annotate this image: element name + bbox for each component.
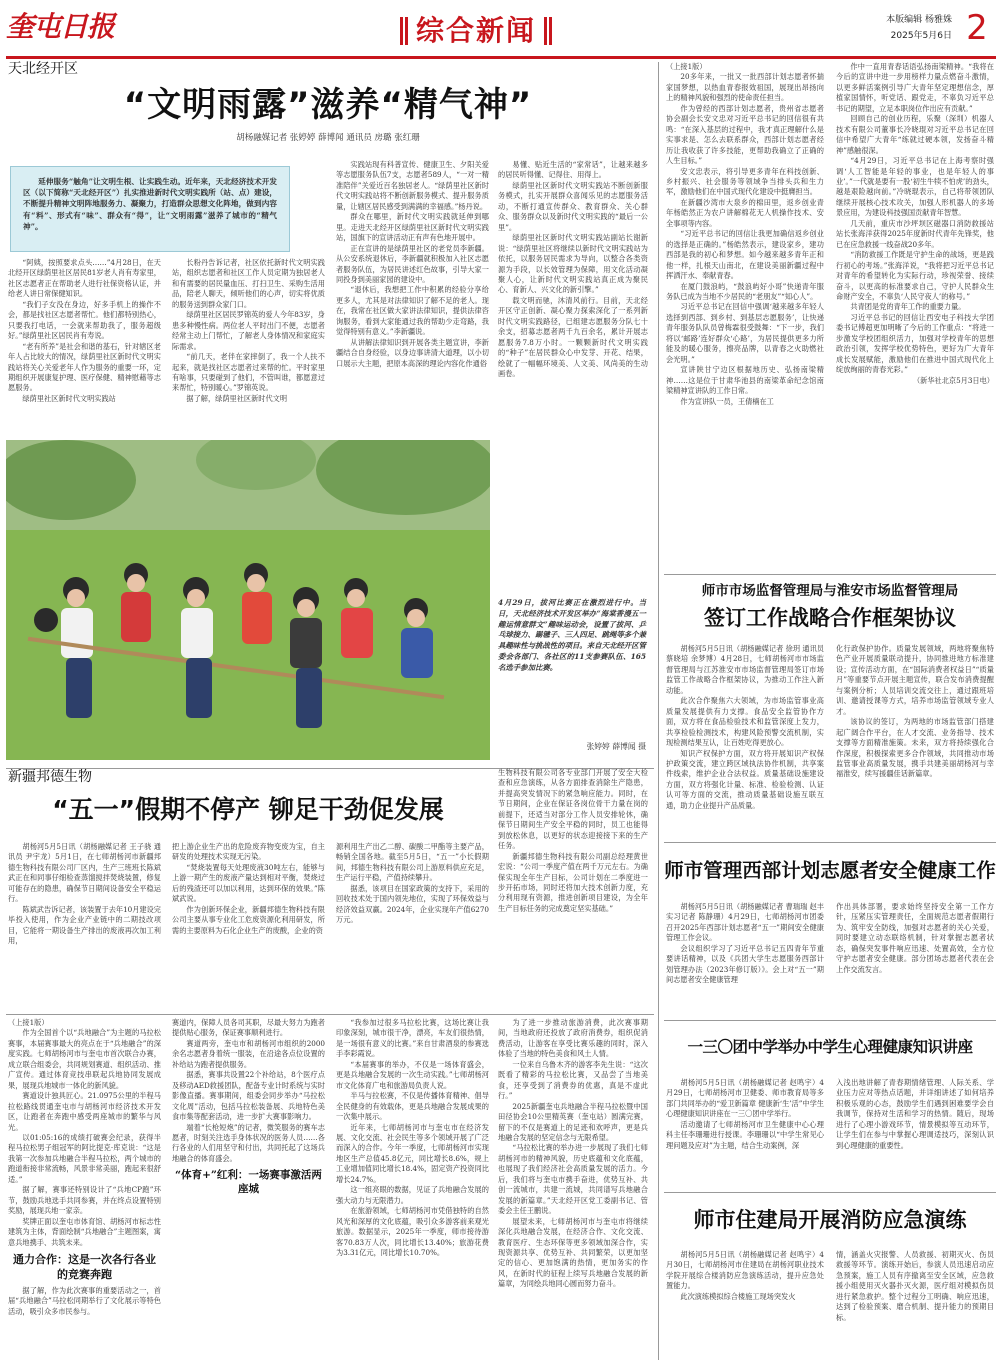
- editor-credit: 本版编辑 杨雅姝: [886, 15, 952, 25]
- a5-col-1: （上接1版） 作为全国首个以“兵地融合”为主题的马拉松赛事，本届赛事最大的亮点在于“兵地融合”的深度实践。七师胡杨河市与奎屯市首次联合办赛，成立联合组委会，共同规划赛道、组织活动、推广宣传。通过体育竞技串联起兵地协同发展成果，展现兵地城市一体化的新风貌。 赛道设计独具匠心。21.0975公里的半程马拉松路线贯通奎屯市与胡杨河市经济技术开发区，让跑者在奔跑中感受两座城市的繁华与风光。 以01:05:16的成绩打破赛会纪录，获得半程马拉松男子组冠军的阿比提克·库克说：“这是我第一次参加兵地融合半程马拉松，两个城市的跑道衔接非常流畅，风景非常美丽，跑起来很舒适。” 据了解，赛事还特别设计了“兵地CP跑”环节，鼓励兵地选手共同参赛，并在终点设置特别奖励，展现兵地一家亲。 奖牌正面以奎屯市体育馆、胡杨河市标志性建筑为主体，背面绘制“兵地融合”主题图案，寓意兵地携手、共筑未来。 通力合作：这是一次各行各业的竞赛奔跑 据了解，作为此次赛事的重要活动之一，首届“兵地融合”马拉松同期举行了文化展示等特色活动，吸引众多市民参与。: [8, 1018, 161, 1316]
- divider-a8: [664, 1192, 996, 1193]
- a3-col-1: 胡杨河5月5日讯（胡杨融媒记者 徐玥 通讯员 蔡晓培 余梦博）4月28日，七师胡杨河市市场监督管理局与江苏淮安市市场监督管理局签订市场监管工作战略合作框架协议，为推动工作注入新动能。 此次合作聚焦六大领域，为市场监管事业高质量发展提供有力支撑。食品安全监管协作方面，双方将在食品检验技术和监管深度上发力，共享检验检测技术，构建风险预警交流机制，实现检测结果互认，让百姓吃得更放心。 知识产权保护方面，双方将开展知识产权保护政策交流，建立跨区域执法协作机制，共享案件线索，维护企业合法权益。质量基础设施建设方面，双方将强化计量、标准、检验检测、认证认可等方面的交流，推动质量基础设施互联互通，助力企业提升产品质量。: [666, 644, 824, 810]
- a6-col-2: 作出具体部署，要求始终坚持安全第一工作方针，压紧压实管理责任，全面规范志愿者假期行为、筑牢安全防线，加强对志愿者的关心关爱，同时要建立动态联络机制，针对掌握志愿者状态，确保突发事件响应迅速、处置高效，全方位守护志愿者安全健康。部分团场志愿者代表在会上作交流发言。: [836, 902, 994, 974]
- a2-col-1: （上接1版） 20多年来，一批又一批西部计划志愿者怀揣家国梦想，以热血青春报效祖国，展现出昂扬向上的精神风貌和强烈的使命责任担当。 作为曾经的西部计划志愿者，贵州省志愿者协会副会长安文忠对习近平总书记的回信很有共鸣：“在深入基层的过程中，我才真正理解什么是实事求是、怎么去联系群众，西部计划志愿者经历让我收获了许多技能，更帮助我确立了正确的人生目标。” 安文忠表示，将引导更多青年在科技创新、乡村振兴、社会服务等领域争当排头兵和生力军，激励他们在中国式现代化建设中挺膺担当。 在新疆沙湾市大泉乡的棉田里，返乡创业青年杨皓然正为农户讲解棉花无人机操作技术、安全事项等内容。 “习近平总书记的回信让我更加确信返乡创业的选择是正确的。”杨皓然表示，建设家乡，建功西部是我的初心和梦想。如今越来越多青年正和他一样，扎根天山南北，在建设美丽新疆过程中挥洒汗水、奉献青春。 在厦门鼓浪屿，“鼓浪屿好小哥”快递青年服务队已成为当地不少居民的“老朋友”“知心人”。 习近平总书记在回信中强调‘越来越多年轻人选择到西部、到乡村、到基层志愿服务’，让快递青年服务队队员曾梅霖很受鼓舞：“下一步，我们将以‘邮路’连好群众‘心路’，为居民提供更多力所能及的暖心服务，擦亮品牌，以青春之火助燃社会光明。” 宣讲陕甘宁边区根据地历史、弘扬南梁精神……这是位于甘肃华池县的南梁革命纪念馆南梁精神宣讲队的工作日常。 作为宣讲队一员，王倩楠在工: [666, 62, 824, 406]
- a7-headline: 一三〇团中学举办中学生心理健康知识讲座: [687, 1038, 973, 1056]
- section-title-text: 综合新闻: [416, 14, 537, 47]
- a3-col-2: 化行政保护协作。质量发展领域，两地将聚焦特色产业开展质量联动提升，协同推进地方标准建设；宣传活动方面，在“国际消费者权益日”“质量月”等重要节点开展主题宣传，联合发布消费提醒与案例分析；人员培训交流交往上，通过跟班培训、邀请授课等方式，培养市场监管领域专业人才。 该协议的签订，为两地的市场监管部门搭建起广阔合作平台，在人才交流、业务指导、技术支撑等方面精准施策。未来，双方将持续强化合作深度，积极探索更多合作领域，共同推动市场监管事业高质量发展，携手共建美丽胡杨河与幸福淮安，续写援疆佳话新篇章。: [836, 644, 994, 779]
- issue-date: 2025年5月6日: [890, 31, 952, 41]
- a5-subhead-1: 通力合作：这是一次各行各业的竞赛奔跑: [13, 1252, 156, 1281]
- a6-col-1: 胡杨河5月5日讯（胡杨融媒记者 曹瑞瑞 赵丰 实习记者 陈静珊）4月29日，七师胡杨河市团委召开2025年西部计划志愿者“五一”期间安全健康管理工作会议。 会议组织学习了习近平总书记五四青年节重要讲话精神，以及《兵团大学生志愿服务西部计划管理办法（2023年修订版）》。会上对“五一”期间志愿者安全健康管理: [666, 902, 824, 985]
- tug-of-war-photo: [6, 440, 490, 760]
- divider-a7: [664, 1020, 996, 1021]
- a1-headline: “文明雨露”滋养“精气神”: [123, 85, 533, 125]
- divider-a3: [664, 574, 996, 575]
- a4-headline: “五一”假期不停产 铆足干劲促发展: [52, 795, 444, 824]
- newspaper-logo: 奎屯日报: [6, 10, 115, 43]
- a5-col-2: 赛道内，保障人员各司其职，尽最大努力为跑者提供贴心服务，保证赛事顺利进行。 赛道两旁，奎屯市和胡杨河市组织的2000余名志愿者身着统一服装，在沿途各点位设置的补给站为跑者提供服务。 据悉，赛事共设置22个补给站，8个医疗点及移动AED救援团队，配备专业计时系统与实时影像直播。赛事期间，组委会同步举办“马拉松文化周”活动，包括马拉松装备展、兵地特色美食市集等配套活动，进一步扩大赛事影响力。 端着“长枪短炮”的记者，微笑服务的赛车志愿者，时刻关注选手身体状况的医务人员……各行各业的人们用坚守和付出，共同托起了这场兵地融合的体育盛会。 “体育+”红利：一场赛事激活两座城: [172, 1018, 325, 1196]
- a1-col-4: 易懂、贴近生活的“家常话”，让越来越多的居民听得懂、记得住、用得上。 绿荫里社区新时代文明实践站不断创新服务模式，扎实开展群众喜闻乐见的志愿服务活动，不断打通宣传群众、教育群众、关心群众、服务群众以及新时代文明实践的“最后一公里”。 绿荫里社区新时代文明实践站副站长谢新说：“绿荫里社区将继续以新时代文明实践站为依托，以服务居民需求为导向，以整合各类资源为手段，以长效管理为保障，用文化活动凝聚人心，让新时代文明实践站真正成为聚民心、育新人、兴文化的新引擎。” 载文明而驰，沐清风前行。目前，天北经开区守正创新、凝心聚力探索深化了一系列新时代文明实践路径，已组建志愿服务分队七十余支，招募志愿者两千九百余名，累计开展志愿服务7.8万小时。一颗颗新时代文明实践的“种子”在居民群众心中发芽、开花、结果，绘就了一幅幅环境美、人文美、风尚美的生动画卷。: [498, 160, 648, 379]
- section-bar-right-icon: [544, 17, 547, 45]
- page-number: 2: [966, 8, 988, 48]
- section-bar-left-icon: [400, 17, 403, 45]
- divider-a6: [664, 842, 996, 843]
- a1-lead-box: [10, 166, 290, 252]
- a7-col-1: 胡杨河5月5日讯（胡杨融媒记者 赵鸣宇）4月29日，七师胡杨河市卫健委、师市教育局等多部门共同举办的“爱卫新篇章 健康新‘生’活”中学生心理健康知识讲座在一三〇团中学举行。 活动邀请了七师胡杨河市卫生健康中心心理科主任李珊珊进行授课。李珊珊以“中学生常见心理问题及应对”为主题，结合生动案例，深: [666, 1078, 824, 1150]
- section-bar-right-icon-2: [549, 17, 552, 45]
- a1-col-2: 长粉丹告诉记者，社区依托新时代文明实践站，组织志愿者和社区工作人员定期为独居老人和有需要的居民量血压、打扫卫生、采购生活用品，陪老人聊天，倾听他们的心声，切实将优质的服务送到群众家门口。 绿荫里社区居民罗锦英的爱人今年83岁，身患多种慢性病。两位老人平时出门不便，志愿者经常主动上门帮忙，了解老人身体情况和家庭实际需求。 “前几天，老伴在家摔倒了，我一个人扶不起来，就是找社区志愿者过来帮的忙。平时家里有啥事，只要碰到了他们，不管叫谁，都愿意过来帮忙，特别暖心。”罗锦英说。 据了解，绿荫里社区新时代文明: [172, 258, 325, 403]
- a5-subhead-2: “体育+”红利：一场赛事激活两座城: [175, 1169, 322, 1196]
- a1-col-3: 实践站现有科普宣传、健康卫生、夕阳关爱等志愿服务队伍7支，志愿者589人，“一对一精准陪伴”关爱近百名独居老人。“绿荫里社区新时代文明实践站将不断创新服务模式、提升服务质量，让辖区居民感受到满满的幸福感。”杨丹说。 群众在哪里，新时代文明实践就延伸到哪里。走进天北经开区绿荫里社区新时代文明实践站，国旗下的宣讲活动正有声有色地开展中。 正在宣讲的是绿荫里社区的老党员李新疆。从公安系统退休后，李新疆就积极加入社区志愿者服务队伍，为居民讲述红色故事，引导大家一同投身到美丽家园的建设中。 “退休后，我想把工作中积累的经验分享给更多人，尤其是对法律知识了解不足的老人。现在，我常在社区做大家讲法律知识，提供法律咨询服务，看到大家能通过我的帮助少走弯路，我觉得特别有意义。”李新疆说。 从讲解法律知识到开展各类主题宣讲，李新疆结合自身经验，以身边事讲清大道理，以小切口展示大主题，把原本高深的理论内容化作通俗: [336, 160, 489, 368]
- a4-col-1: 胡杨河5月5日讯（胡杨融媒记者 王子骁 通讯员 尹宇龙）5月1日，在七师胡杨河市新疆邦德生物科技有限公司厂区内，生产三班班长陈斌武正在和同事仔细检查蒸馏搅拌焚烧装置，修复可能存在的隐患，确保节日期间设备安全平稳运行。 陈斌武告诉记者，该装置于去年10月建设完毕投入使用，作为企业产业链中的二期技改项目，它能将一期设备生产排出的废液再次加工利用，: [8, 842, 161, 946]
- a1-byline: 胡杨融媒记者 张婷婷 薛博闻 通讯员 房璐 张红珊: [236, 133, 420, 143]
- a1-kicker: 天北经开区: [8, 61, 78, 77]
- divider-a5: [6, 1014, 654, 1015]
- photo-caption: 4月29日，拔河比赛正在激烈进行中。当日，天北经济技术开发区举办“海棠香漫五一趣运情意群文”趣味运动会，设置了拔河、乒乓球接力、踢毽子、三人四足、跳绳等多个兼具趣味性与挑战性的项目。来自天北经开区管委会各部门、各社区的11支参赛队伍、165名选手参加比赛。: [498, 598, 646, 672]
- a8-col-2: 情，涵盖火灾报警、人员救援、初期灭火、伤员救援等环节。演练开始后，参演人员迅速启动应急预案，施工人员有序撤离至安全区域，应急救援小组使用灭火器扑灭火源，医疗组对模拟伤员进行紧急救护。整个过程分工明确、响应迅速，达到了检验预案、磨合机制、提升能力的预期目标。: [836, 1250, 994, 1322]
- column-divider: [658, 62, 659, 1360]
- photo-scene: [6, 440, 490, 760]
- a3-headline-1: 师市市场监督管理局与淮安市场监督管理局: [701, 583, 959, 599]
- a2-col-2: 作中一直用青春话语弘扬南梁精神。“我将在今后的宣讲中进一步用榜样力量点燃奋斗激情，以更多鲜活案例引导广大青年坚定理想信念，厚植家国情怀，听党话、跟党走，不辜负习近平总书记的期望，立足本职岗位作出应有贡献。” 回顾自己的创业历程，乐聚（深圳）机器人技术有限公司董事长冷晓琨对习近平总书记在回信中希望广大青年“练就过硬本领，发扬奋斗精神”感触很深。 “4月29日，习近平总书记在上海考察时强调‘人工智能是年轻的事业，也是年轻人的事业’。”一代就是要有一股‘初生牛犊不怕虎’的劲头，越是艰险越向前。”冷晓琨表示，自己将带领团队继续开展核心技术攻关，加强人形机器人的多场景应用，为建设科技强国贡献青年智慧。 几天前，重庆市沙坪坝区磁器口消防救援站站长张海洋获得2025年度新时代青年先锋奖，他已在应急救援一线奋战20多年。 “消防救援工作既是守护生命的战场，更是践行初心的考场。”张海洋说，“我将把习近平总书记对青年的希望转化为实际行动，珍视荣誉、接续奋斗，以更高的标准要求自己，守护人民群众生命财产安全，不辜负‘人民守夜人’的称号。” 共青团是党的青年工作的重要力量。 习近平总书记的回信让西安电子科技大学团委书记傅超更加明晰了今后的工作重点：“将进一步激发学校团组织活力，加强对学校青年的思想政治引领，发挥学校优势特色，更好为广大青年成长发展赋能，激励他们在推进中国式现代化上绽放绚丽的青春光彩。” （新华社北京5月3日电）: [836, 62, 994, 385]
- a3-headline-2: 签订工作战略合作框架协议: [704, 606, 956, 630]
- a4-col-3: 源利用生产出乙二醇、碳酸二甲酯等主要产品，畅销全国各地。截至5月5日，“五一”小长假期间，邦德生物科技有限公司上游原料供应充足，生产运行平稳，产值持续攀升。 据悉，该项目在国家政策的支持下，采用的回收技术处于国内领先地位，实现了环保效益与经济效益双赢。2024年，企业实现年产值6270万元。: [336, 842, 489, 925]
- a7-col-2: 入浅出地讲解了青春期情绪管理、人际关系、学业压力应对等热点话题，并详细讲述了如何培养积极乐观的心态，鼓励学生们遇到困难要学会自我调节，保持对生活和学习的热情。随后，现场进行了心理小游戏环节，情景模拟等互动环节，让学生们在参与中掌握心理调适技巧，深刻认识到心理健康的重要性。: [836, 1078, 994, 1150]
- a1-col-1: “阿姨，按照要求点头……”4月28日，在天北经开区绿荫里社区居民81岁老人肖有寿家里，社区志愿者正在帮助老人进行社保资格认证，并给老人讲日常保健知识。 “我们子女没在身边，好多手机上的操作不会，都是找社区志愿者帮忙。他们都特别热心，只要我打电话，一会就来帮助我了，服务超级好。”绿荫里社区居民肖有寿说。 “老有所养”是社会和谐的基石，针对辖区老年人占比较大的情况，绿荫里社区新时代文明实践站将关心关爱老年人作为服务的重要一环，定期组织开展康复护理、医疗保健、精神慰藉等志愿服务。 绿荫里社区新时代文明实践站: [8, 258, 161, 403]
- a1-lead-text: 延伸服务“触角”让文明生根、让实践生动。近年来，天北经济技术开发区（以下简称“天北经开区”）扎实推进新时代文明实践所（站、点）建设，不断提升精神文明阵地服务力、凝聚力，打造群众思想文化阵地，做到内容有“料”、形式有“味”、群众有“得”，让“文明雨露”滋养了城市的“精气神”。: [23, 177, 277, 231]
- a4-col-4: 生物科技有限公司各专业部门开展了安全大检查和应急演练，从各方面排查消除生产隐患，并提高突发情况下的紧急响应能力。同时，在节日期间，企业在保证各岗位骨干力量在岗的前提下，还适当对部分工作人员安排轮休，确保节日期间生产安全平稳的同时，员工也能得到放松休息，以更好的状态迎接接下来的生产任务。 新疆邦德生物科技有限公司副总经理黄世宏说：“公司一季度产值在两千万元左右。为确保实现全年生产目标，公司计划在二季度进一步开拓市场，同时还将加大技术创新力度，充分利用现有资源，推进创新项目建设，为全年生产目标任务的完成奠定坚实基础。”: [498, 768, 648, 913]
- section-title: [400, 10, 552, 50]
- a8-headline: 师市住建局开展消防应急演练: [693, 1208, 967, 1232]
- masthead: [0, 0, 1000, 56]
- a5-col-4: 为了进一步推动旅游消费，此次赛事期间，当地政府还投放了政府消费券，组织促消费活动，让游客在享受比赛乐趣的同时，深入体验了当地的特色美食和风土人情。 一位来自乌鲁木齐的游客李先生说：“这次既看了精彩的马拉松比赛，又品尝了当地美食，还享受到了消费券的优惠，真是不虚此行。” 2025新疆奎屯兵地融合半程马拉松暨中国田径协会10公里精英赛（奎屯站）圆满完赛，留下的不仅是赛道上的足迹和欢呼声，更是兵地融合发展的坚定信念与无限希望。 “马拉松比赛的举办进一步展现了我们七师胡杨河市的精神风貌，历史底蕴和文化底蕴，也展现了我们经济社会高质量发展的活力。今后，我们将与奎屯市携手奋进，优势互补、共创一流城市，共建一流城，共同谱写兵地融合发展的新篇章。”天北经开区党工委副书记、管委会主任王鹏说。 展望未来，七师胡杨河市与奎屯市将继续深化兵地融合发展，在经济合作、文化交流、教育医疗、生态环保等更多领域加深合作，实现资源共享、优势互补、共同繁荣，以更加坚定的信心、更加饱满的热情，更加务实的作风，在新时代的征程上续写兵地融合发展的新篇章，为同绘兵地同心圆而努力奋斗。: [498, 1018, 648, 1289]
- a4-col-2: 把上游企业生产出的危险废弃物变废为宝，自主研发的处理技术实现无污染。 “焚烧装置每天处理废液30吨左右，能够与上游一期产生的废液产量达到相对平衡，焚烧过后的残渣还可以加以利用，达到环保的效果。”陈斌武说。 作为创新环保企业，新疆邦德生物科技有限公司主要从事专业化工危废资源化利用研发，所需的主要原料为石化企业生产的废酸，企业的资: [172, 842, 325, 935]
- a5-col-3: “我参加过很多马拉松比赛，这场比赛让我印象深刻，城市很干净，漂亮，车友们很热情，是一场很有意义的比赛。”来自甘肃酒泉的参赛选手李彩霞说。 “本届赛事的举办，不仅是一场体育盛会，更是兵地融合发展的一次生动实践。”七师胡杨河市文化体育广电和旅游局负责人说。 半马与拉松赛，不仅是传播体育精神、倡导全民健身的有效载体，更是兵地融合发展成果的一次集中展示。 近年来，七师胡杨河市与奎屯市在经济发展、文化交流、社会民生等多个领域开展了广泛而深入的合作。今年一季度，七师胡杨河市实现地区生产总值45.8亿元，同比增长8.6%，规上工业增加值同比增长18.4%，固定资产投资同比增长24.7%。 这一组亮眼的数据，见证了兵地融合发展的强大动力与无限潜力。 在旅游领域，七师胡杨河市凭借独特的自然风光和深厚的文化底蕴，吸引众多游客前来观光旅游。数据显示，2025年一季度，师市接待游客70.83万人次，同比增长13.40%；旅游花费为3.31亿元，同比增长10.70%。: [336, 1018, 489, 1257]
- photo-credit: 张婷婷 薛博闻 摄: [586, 742, 646, 751]
- section-bar-left-icon-2: [405, 17, 408, 45]
- masthead-rule: [6, 56, 996, 59]
- a6-headline: 师市管理西部计划志愿者安全健康工作: [664, 859, 996, 882]
- a4-kicker: 新疆邦德生物: [8, 769, 92, 785]
- a8-col-1: 胡杨河5月5日讯（胡杨融媒记者 赵鸣宇）4月30日，七师胡杨河市住建局在胡杨河职业技术学院开展综合楼消防应急演练活动，提升应急处置能力。 此次演练模拟综合楼施工现场突发火: [666, 1250, 824, 1301]
